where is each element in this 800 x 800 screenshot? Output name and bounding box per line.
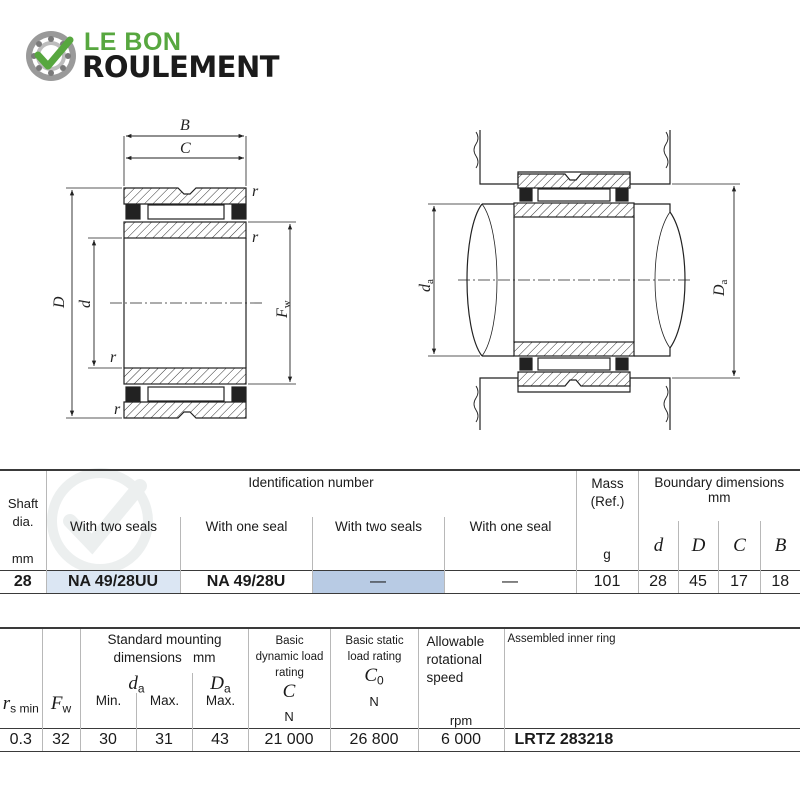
- header-boundary: Boundary dimensions mm d D C B: [638, 470, 800, 570]
- logo-text-bottom: ROULEMENT: [82, 50, 280, 84]
- cell-B: 18: [760, 570, 800, 593]
- section-view-left: [66, 136, 296, 418]
- cell-d: 28: [638, 570, 678, 593]
- cell-dynamic: 21 000: [248, 729, 330, 752]
- bearing-logo-icon: [24, 28, 80, 84]
- cell-C: 17: [718, 570, 760, 593]
- cell-id3: —: [312, 570, 444, 593]
- label-B: B: [180, 117, 190, 134]
- header-identification: Identification number With two seals With one seal With two seals With one seal: [46, 470, 576, 570]
- label-Da: Da: [711, 279, 730, 296]
- label-d: d: [77, 300, 94, 308]
- header-shaft-dia: Shaft dia. mm: [7, 496, 39, 566]
- drawing-labels-right: [417, 279, 730, 297]
- table-row: [0, 729, 800, 752]
- bearing-drawing: [0, 100, 800, 450]
- label-C: C: [180, 140, 191, 157]
- label-Fw: Fw: [274, 300, 293, 318]
- label-D: D: [51, 296, 68, 308]
- cell-fw: 32: [42, 729, 80, 752]
- header-inner-ring: Assembled inner ring: [504, 628, 800, 729]
- cell-speed: 6 000: [418, 729, 504, 752]
- cell-id2: NA 49/28U: [180, 570, 312, 593]
- bearing-spec-table-2: [0, 627, 800, 752]
- cell-mass: 101: [576, 570, 638, 593]
- cell-static: 26 800: [330, 729, 418, 752]
- label-da: da: [417, 279, 436, 292]
- label-r2: r: [252, 229, 259, 246]
- header-mass: Mass (Ref.) g: [576, 470, 638, 570]
- table-row: [0, 570, 800, 593]
- cell-da-max: 31: [136, 729, 192, 752]
- header-fw: Fw: [42, 628, 80, 729]
- label-r1: r: [252, 183, 259, 200]
- cell-shaft: 28: [0, 570, 46, 593]
- cell-D: 45: [678, 570, 718, 593]
- cell-inner-ring: LRTZ 283218: [504, 729, 800, 752]
- cell-id4: —: [444, 570, 576, 593]
- header-static-load: Basic static load rating C0 N: [330, 628, 418, 729]
- header-speed: Allowable rotational speed rpm: [418, 628, 504, 729]
- bearing-spec-table-1: [0, 469, 800, 594]
- header-mounting: Standard mounting dimensions mm da Min. Max. Da Max.: [80, 628, 248, 729]
- logo: [24, 28, 304, 84]
- logo-text-top: LE BON: [84, 28, 182, 56]
- cell-da-min: 30: [80, 729, 136, 752]
- header-dynamic-load: Basic dynamic load rating C N: [248, 628, 330, 729]
- cell-Da-max: 43: [192, 729, 248, 752]
- cell-id1: NA 49/28UU: [46, 570, 180, 593]
- cell-r: 0.3: [0, 729, 42, 752]
- header-r-smin: rs min: [2, 693, 39, 716]
- label-r4: r: [114, 401, 121, 418]
- label-r3: r: [110, 349, 117, 366]
- mounting-view-right: [428, 130, 740, 430]
